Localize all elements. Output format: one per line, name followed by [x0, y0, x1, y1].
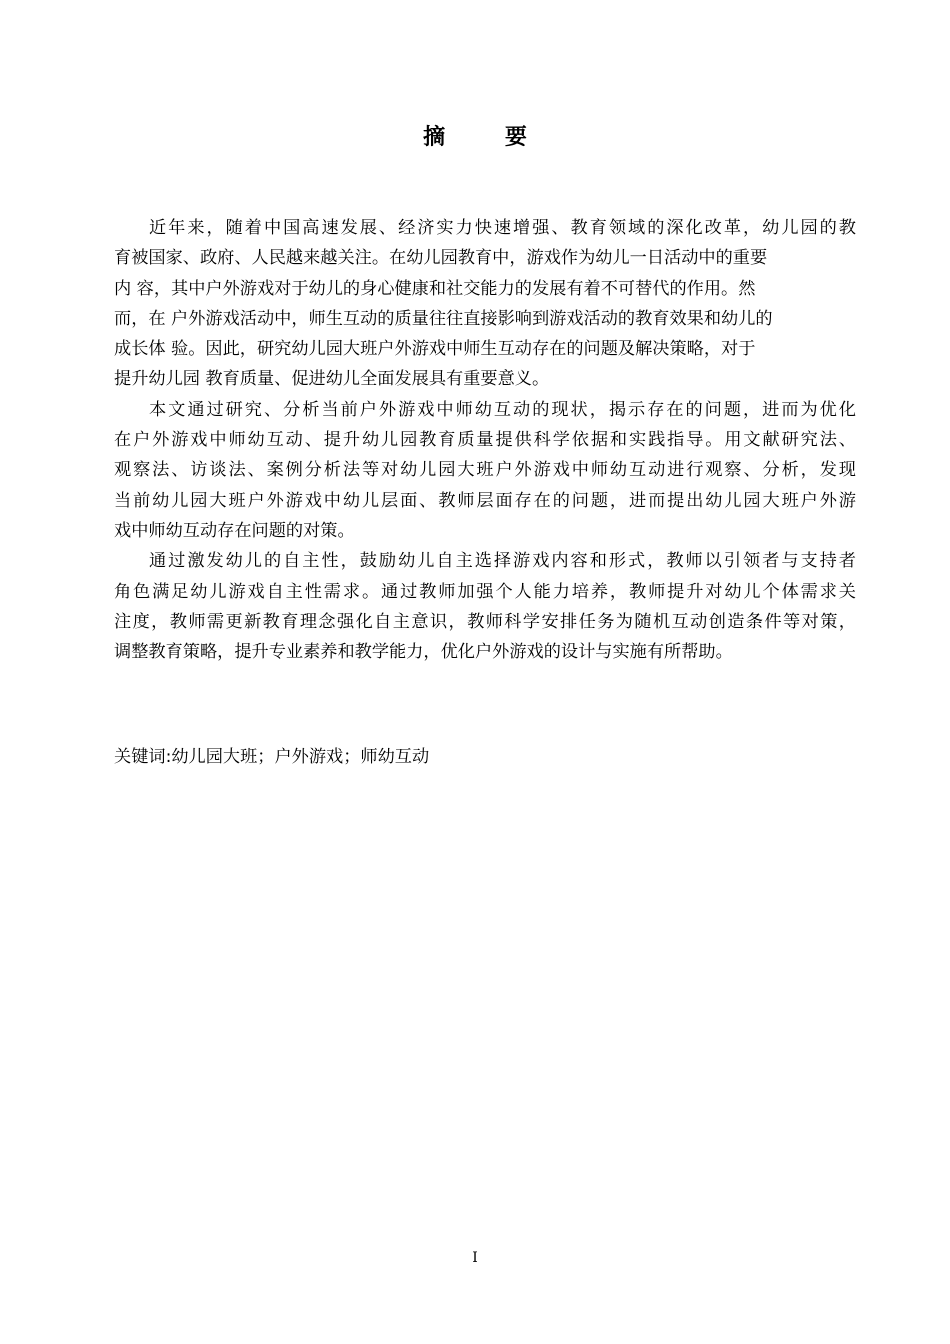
- text-line: 当前幼儿园大班户外游戏中幼儿层面、教师层面存在的问题，进而提出幼儿园大班户外游: [114, 490, 856, 511]
- text-line: 戏中师幼互动存在问题的对策。: [114, 520, 355, 541]
- text-line: 近年来，随着中国高速发展、经济实力快速增强、教育领域的深化改革，幼儿园的教: [149, 218, 856, 238]
- text-line: 注度，教师需更新教育理念强化自主意识，教师科学安排任务为随机互动创造条件等对策，: [114, 611, 856, 632]
- keywords-line: [114, 742, 429, 772]
- abstract-paragraph-1: [114, 213, 856, 395]
- abstract-paragraph-2: [114, 395, 856, 546]
- abstract-paragraph-3: [114, 546, 856, 667]
- text-line: 在户外游戏中师幼互动、提升幼儿园教育质量提供科学依据和实践指导。用文献研究法、: [114, 430, 856, 451]
- text-line: 通过激发幼儿的自主性，鼓励幼儿自主选择游戏内容和形式，教师以引领者与支持者: [149, 551, 856, 572]
- text-line: 育被国家、政府、人民越来越关注。在幼儿园教育中，游戏作为幼儿一日活动中的重要: [114, 248, 768, 269]
- text-line: 调整教育策略，提升专业素养和教学能力，优化户外游戏的设计与实施有所帮助。: [114, 642, 733, 663]
- page-number: I: [472, 1250, 478, 1266]
- text-line: 成长体 验。因此，研究幼儿园大班户外游戏中师生互动存在的问题及解决策略，对于: [114, 339, 756, 360]
- text-line: 提升幼儿园 教育质量、促进幼儿全面发展具有重要意义。: [114, 369, 550, 390]
- abstract-title: 摘 要: [423, 124, 553, 150]
- keywords-label: 关键词:: [114, 747, 172, 767]
- text-line: 而，在 户外游戏活动中，师生互动的质量往往直接影响到游戏活动的教育效果和幼儿的: [114, 308, 773, 329]
- abstract-body: [114, 213, 856, 667]
- keywords-value: 幼儿园大班；户外游戏；师幼互动: [171, 747, 430, 767]
- text-line: 内 容，其中户外游戏对于幼儿的身心健康和社交能力的发展有着不可替代的作用。然: [114, 278, 756, 299]
- text-line: 本文通过研究、分析当前户外游戏中师幼互动的现状，揭示存在的问题，进而为优化: [149, 399, 856, 420]
- text-line: 角色满足幼儿游戏自主性需求。通过教师加强个人能力培养，教师提升对幼儿个体需求关: [114, 581, 856, 602]
- text-line: 观察法、访谈法、案例分析法等对幼儿园大班户外游戏中师幼互动进行观察、分析，发现: [114, 460, 856, 481]
